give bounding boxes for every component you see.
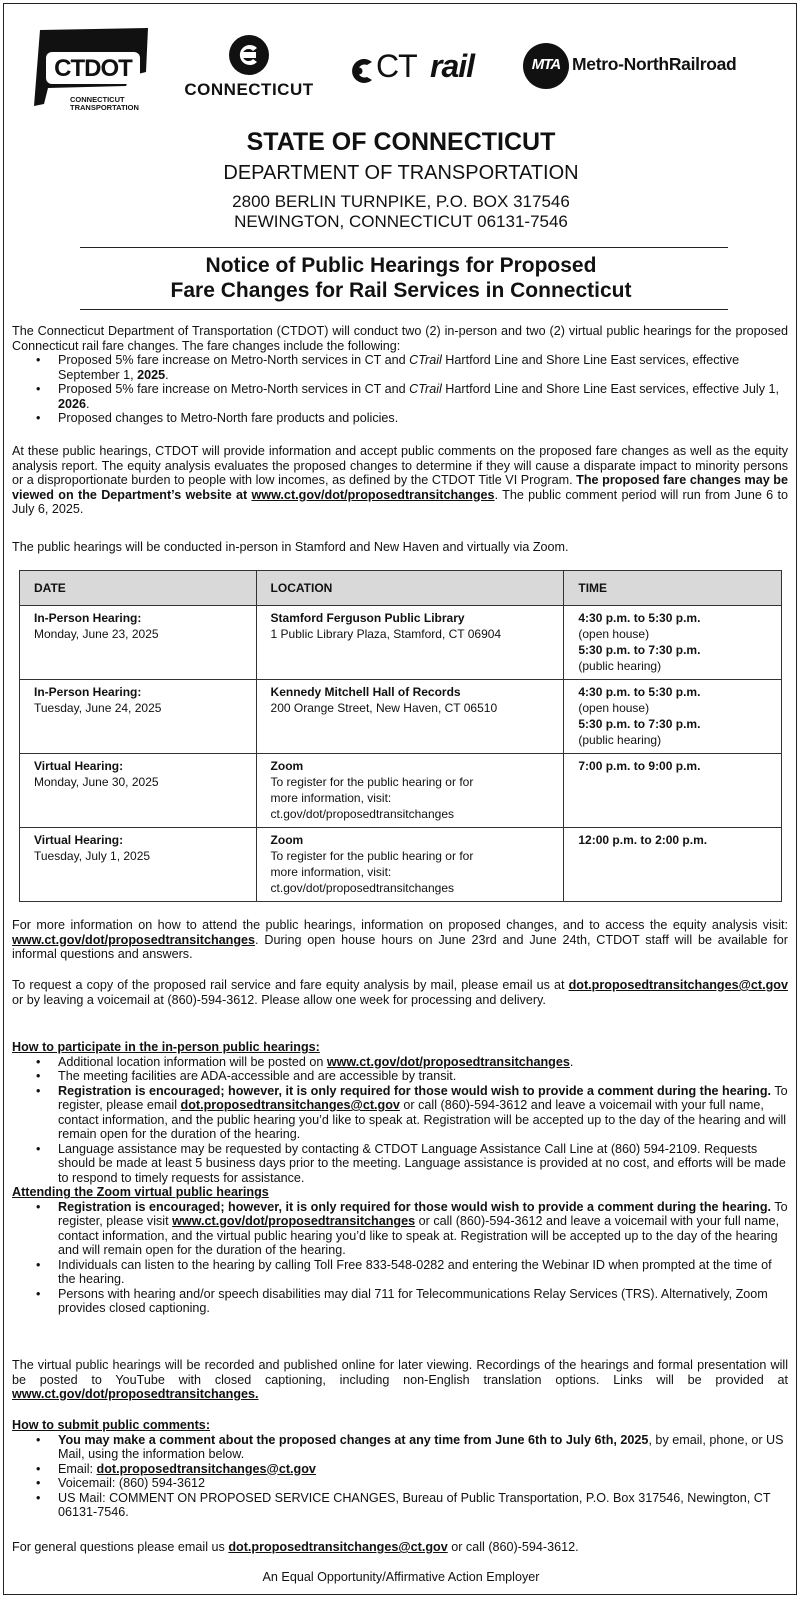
list-item: • You may make a comment about the proposed changes at any time from June 6th to July 6th, 2025, by email, phone, or US Mail, using the information below. bbox=[58, 1433, 788, 1462]
hearing-date: Monday, June 30, 2025 bbox=[34, 775, 159, 789]
website-link[interactable]: www.ct.gov/dot/proposedtransitchanges. bbox=[12, 1387, 259, 1401]
address-line-1: 2800 BERLIN TURNPIKE, P.O. BOX 317546 bbox=[232, 192, 570, 211]
department-heading: DEPARTMENT OF TRANSPORTATION bbox=[223, 162, 579, 184]
list-item: • Individuals can listen to the hearing by calling Toll Free 833-548-0282 and entering the Webinar ID when prompted at the time of the hearing. bbox=[58, 1258, 788, 1287]
time-range: 5:30 p.m. to 7:30 p.m. bbox=[578, 717, 701, 731]
submit-heading: How to submit public comments: bbox=[12, 1418, 211, 1432]
venues-text: The public hearings will be conducted in-person in Stamford and New Haven and virtually via Zoom. bbox=[12, 540, 569, 554]
connecticut-logo bbox=[174, 32, 324, 112]
list-item: • The meeting facilities are ADA-accessible and are accessible by transit. bbox=[58, 1069, 788, 1084]
location-detail: To register for the public hearing or for more information, visit: ct.gov/dot/proposedtransitchanges bbox=[270, 775, 474, 821]
time-range: 4:30 p.m. to 5:30 p.m. bbox=[578, 611, 701, 625]
email-link[interactable]: dot.proposedtransitchanges@ct.gov bbox=[228, 1540, 448, 1554]
location-detail: 200 Orange Street, New Haven, CT 06510 bbox=[270, 701, 498, 715]
mta-icon-text: MTA bbox=[531, 56, 561, 73]
hearing-date: Monday, June 23, 2025 bbox=[34, 627, 159, 641]
hearing-type: Virtual Hearing: bbox=[34, 833, 124, 847]
inperson-heading: How to participate in the in-person public hearings: bbox=[12, 1040, 320, 1054]
header-divider-bottom bbox=[80, 309, 728, 310]
time-range: 4:30 p.m. to 5:30 p.m. bbox=[578, 685, 701, 699]
header-divider-top bbox=[80, 247, 728, 248]
location-name: Stamford Ferguson Public Library bbox=[270, 611, 465, 625]
list-item: • Registration is encouraged; however, it is only required for those would wish to provide a comment during the hearing. To register, please visit www.ct.gov/dot/proposedtransitchanges or call (860)-594-3612 and leave a voicemail with your full name, contact information, and the virtual public hearing you’d like to speak at. Registration will be accepted up to the day of the hearing and will remain open for the duration of the hearing. bbox=[58, 1200, 788, 1258]
submit-comments-section bbox=[12, 1418, 788, 1520]
connecticut-c-icon bbox=[174, 32, 324, 82]
website-link[interactable]: www.ct.gov/dot/proposedtransitchanges bbox=[251, 487, 495, 502]
hearing-type: In-Person Hearing: bbox=[34, 611, 142, 625]
ctrail-ct-text: CT bbox=[376, 48, 417, 84]
connecticut-logo-text: CONNECTICUT bbox=[184, 80, 314, 99]
ctdot-logo-text: CTDOT bbox=[54, 55, 132, 82]
notice-title-line-1: Notice of Public Hearings for Proposed bbox=[205, 254, 597, 277]
table-row bbox=[20, 828, 782, 902]
intro-text: The Connecticut Department of Transportation (CTDOT) will conduct two (2) in-person and two (2) virtual public hearings for the proposed Connecticut rail fare changes. The fare changes include the following: bbox=[12, 324, 788, 353]
table-header-row bbox=[20, 571, 782, 606]
column-header-time: TIME bbox=[564, 571, 782, 606]
location-name: Kennedy Mitchell Hall of Records bbox=[270, 685, 461, 699]
metro-north-logo bbox=[522, 42, 782, 92]
time-range: 5:30 p.m. to 7:30 p.m. bbox=[578, 643, 701, 657]
hearing-date: Tuesday, June 24, 2025 bbox=[34, 701, 162, 715]
ctdot-logo bbox=[30, 24, 150, 114]
logo-row bbox=[22, 18, 782, 118]
footer-text: An Equal Opportunity/Affirmative Action Employer bbox=[262, 1570, 540, 1584]
address-line-2: NEWINGTON, CONNECTICUT 06131-7546 bbox=[234, 212, 568, 231]
website-link[interactable]: www.ct.gov/dot/proposedtransitchanges bbox=[172, 1214, 416, 1228]
list-item: • Registration is encouraged; however, it is only required for those would wish to provide a comment during the hearing. To register, please email dot.proposedtransitchanges@ct.gov or call (860)-594-3612 and leave a voicemail with your full name, contact information, and the public hearing you’d like to speak at. Registration will be accepted up to the day of the hearing and will remain open for the duration of the hearing. bbox=[58, 1084, 788, 1142]
ctrail-rail-text: rail bbox=[430, 48, 475, 84]
table-row: In-Person Hearing: Tuesday, June 24, 2025 Kennedy Mitchell Hall of Records 200 Orange Street, New Haven, CT 06510 4:30 p.m. to 5:30 p.m. (open house) 5:30 p.m. to 7:30 p.m. (public hearing) bbox=[20, 680, 782, 754]
list-item: • Proposed 5% fare increase on Metro-North services in CT and CTrail Hartford Line and Shore Line East services, effective September 1, 2025. bbox=[58, 353, 788, 382]
location-name: Zoom bbox=[270, 759, 304, 773]
hearing-date: Tuesday, July 1, 2025 bbox=[34, 849, 151, 863]
metro-north-text: Metro-NorthRailroad bbox=[572, 54, 737, 74]
table-row bbox=[20, 754, 782, 828]
list-item: • Language assistance may be requested by contacting & CTDOT Language Assistance Call Line at (860) 594-2109. Requests should be made at least 5 business days prior to the meeting. Language assistance is provided at no cost, and efforts will be made to respond to timely requests for assistance. bbox=[58, 1142, 788, 1186]
list-item: • Persons with hearing and/or speech disabilities may dial 711 for Telecommunications Relay Services (TRS). Alternatively, Zoom provides closed captioning. bbox=[58, 1287, 788, 1316]
list-item: • Email: dot.proposedtransitchanges@ct.gov bbox=[58, 1462, 788, 1477]
zoom-heading: Attending the Zoom virtual public hearings bbox=[12, 1185, 269, 1199]
fare-changes-list bbox=[12, 353, 788, 426]
ctrail-swoosh-icon bbox=[346, 56, 376, 86]
column-header-location: LOCATION bbox=[256, 571, 564, 606]
hearing-schedule-table bbox=[19, 570, 782, 902]
inperson-section bbox=[12, 1040, 788, 1316]
list-item: • US Mail: COMMENT ON PROPOSED SERVICE CHANGES, Bureau of Public Transportation, P.O. Box 317546, Newington, CT 06131-7546. bbox=[58, 1491, 788, 1520]
hearing-type: Virtual Hearing: bbox=[34, 759, 124, 773]
list-item: • Additional location information will be posted on www.ct.gov/dot/proposedtransitchanges. bbox=[58, 1055, 788, 1070]
column-header-date: DATE bbox=[20, 571, 257, 606]
notice-title-line-2: Fare Changes for Rail Services in Connecticut bbox=[170, 279, 632, 302]
website-link[interactable]: www.ct.gov/dot/proposedtransitchanges bbox=[12, 932, 256, 947]
email-link[interactable]: dot.proposedtransitchanges@ct.gov bbox=[96, 1461, 316, 1476]
time-range: 12:00 p.m. to 2:00 p.m. bbox=[578, 833, 708, 847]
state-heading: STATE OF CONNECTICUT bbox=[246, 128, 556, 156]
list-item: • Proposed 5% fare increase on Metro-North services in CT and CTrail Hartford Line and Shore Line East services, effective July 1, 2026. bbox=[58, 382, 788, 411]
email-link[interactable]: dot.proposedtransitchanges@ct.gov bbox=[180, 1098, 400, 1112]
intro-section bbox=[12, 324, 788, 426]
email-link[interactable]: dot.proposedtransitchanges@ct.gov bbox=[568, 978, 788, 992]
zoom-list bbox=[12, 1200, 788, 1316]
more-info-section: For more information on how to attend the public hearings, information on proposed changes, and to access the equity analysis visit: www.ct.gov/dot/proposedtransitchanges. During open house hours on June 23rd and June 24th, CTDOT staff will be available for informal questions and answers. bbox=[12, 918, 788, 961]
equity-text: At these public hearings, CTDOT will provide information and accept public comments on the proposed fare changes as well as the equity analysis report. The equity analysis evaluates the proposed changes to determine if they will cause a disparate impact to minority persons or a disproportionate burden to people with low incomes, as defined by the CTDOT Title VI Program. The proposed fare changes may be viewed on the Department’s website at www.ct.gov/dot/proposedtransitchanges. The public comment period will run from June 6 to July 6, 2025. bbox=[12, 444, 788, 516]
time-range: 7:00 p.m. to 9:00 p.m. bbox=[578, 759, 701, 773]
hearing-type: In-Person Hearing: bbox=[34, 685, 142, 699]
location-name: Zoom bbox=[270, 833, 304, 847]
general-questions-section: For general questions please email us dot.proposedtransitchanges@ct.gov or call (860)-594-3612. bbox=[12, 1540, 579, 1554]
list-item: • Proposed changes to Metro-North fare products and policies. bbox=[58, 411, 788, 426]
table-row: In-Person Hearing: Monday, June 23, 2025 Stamford Ferguson Public Library 1 Public Library Plaza, Stamford, CT 06904 4:30 p.m. to 5:30 p.m. (open house) 5:30 p.m. to 7:30 p.m. (public hearing) bbox=[20, 606, 782, 680]
inperson-list bbox=[12, 1055, 788, 1186]
recording-section: The virtual public hearings will be recorded and published online for later viewing. Recordings of the hearings and formal presentation will be posted to YouTube with closed captioning, including non-English translation options. Links will be provided at www.ct.gov/dot/proposedtransitchanges. bbox=[12, 1358, 788, 1401]
location-detail: 1 Public Library Plaza, Stamford, CT 06904 bbox=[270, 627, 502, 641]
list-item: • Voicemail: (860) 594-3612 bbox=[58, 1476, 788, 1491]
ctdot-logo-subtext: CONNECTICUT TRANSPORTATION bbox=[70, 95, 139, 112]
location-detail: To register for the public hearing or for more information, visit: ct.gov/dot/proposedtransitchanges bbox=[270, 849, 474, 895]
request-copy-section: To request a copy of the proposed rail service and fare equity analysis by mail, please email us at dot.proposedtransitchanges@ct.gov or by leaving a voicemail at (860)-594-3612. Please allow one week for processing and delivery. bbox=[12, 978, 788, 1007]
equity-section bbox=[12, 444, 788, 517]
ctrail-logo bbox=[344, 48, 504, 92]
submit-list bbox=[12, 1433, 788, 1520]
website-link[interactable]: www.ct.gov/dot/proposedtransitchanges bbox=[326, 1054, 570, 1069]
